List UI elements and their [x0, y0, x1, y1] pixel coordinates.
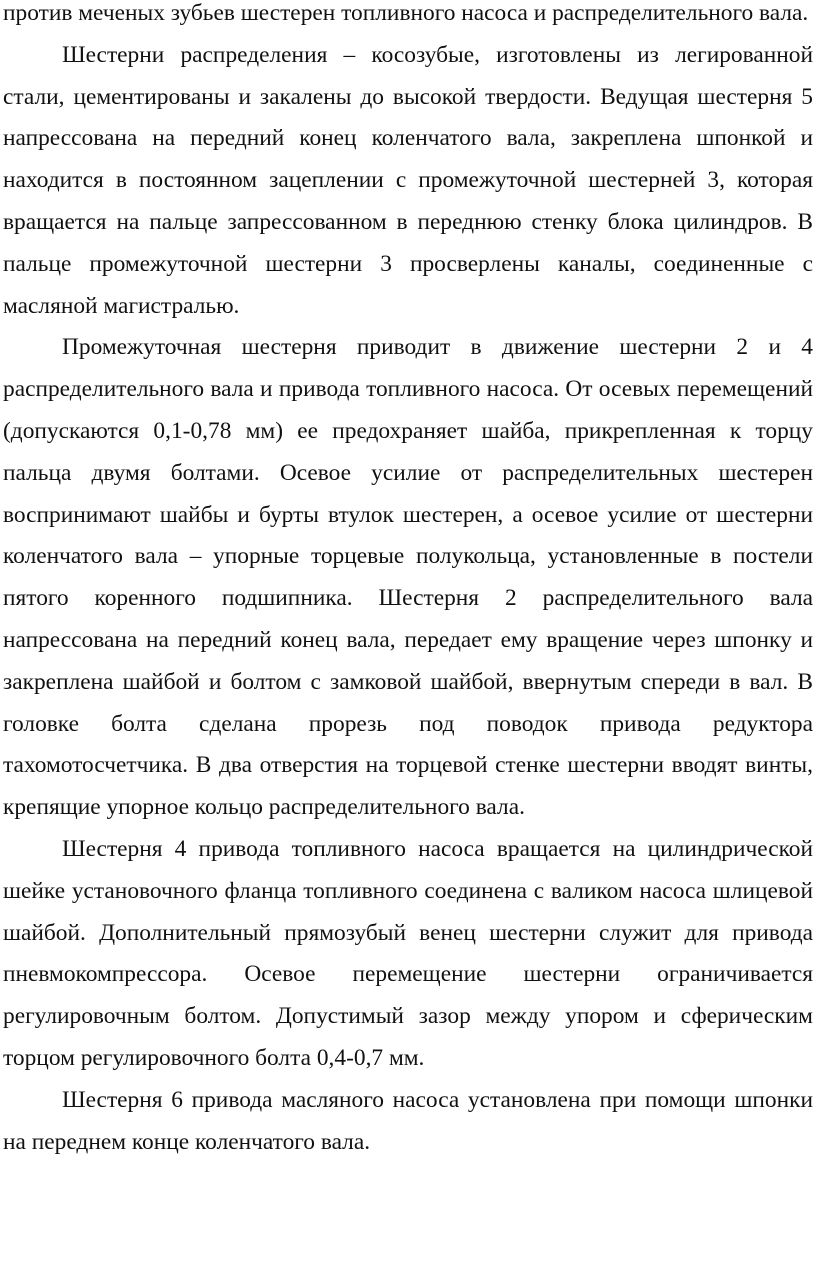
paragraph-oil-pump-gear: Шестерня 6 привода масляного насоса установлена при помощи шпонки на переднем конце коленчатого вала.: [3, 1086, 813, 1155]
paragraph-continuation: против меченых зубьев шестерен топливного насоса и распределительного вала.: [3, 0, 809, 26]
paragraph-intermediate-gear: Промежуточная шестерня приводит в движение шестерни 2 и 4 распределительного вала и привода топливного насоса. От осевых перемещений (допускаются 0,1-0,78 мм) ее предохраняет шайба, прикрепленная к торцу пальца двумя болтами. Осевое усилие от распределительных шестерен воспринимают шайбы и бурты втулок шестерен, а осевое усилие от шестерни коленчатого вала – упорные торцевые полукольца, установленные в постели пятого коренного подшипника. Шестерня 2 распределительного вала напрессована на передний конец вала, передает ему вращение через шпонку и закреплена шайбой и болтом с замковой шайбой, ввернутым спереди в вал. В головке болта сделана прорезь под поводок привода редуктора тахомотосчетчика. В два отверстия на торцевой стенке шестерни вводят винты, крепящие упорное кольцо распределительного вала.: [3, 334, 813, 821]
paragraph-timing-gears: Шестерни распределения – косозубые, изготовлены из легированной стали, цементированы и закалены до высокой твердости. Ведущая шестерня 5 напрессована на передний конец коленчатого вала, закреплена шпонкой и находится в постоянном зацеплении с промежуточной шестерней 3, которая вращается на пальце запрессованном в переднюю стенку блока цилиндров. В пальце промежуточной шестерни 3 просверлены каналы, соединенные с масляной магистралью.: [3, 41, 813, 319]
paragraph-fuel-pump-gear: Шестерня 4 привода топливного насоса вращается на цилиндрической шейке установочного фланца топливного соединена с валиком насоса шлицевой шайбой. Дополнительный прямозубый венец шестерни служит для привода пневмокомпрессора. Осевое перемещение шестерни ограничивается регулировочным болтом. Допустимый зазор между упором и сферическим торцом регулировочного болта 0,4-0,7 мм.: [3, 835, 813, 1071]
